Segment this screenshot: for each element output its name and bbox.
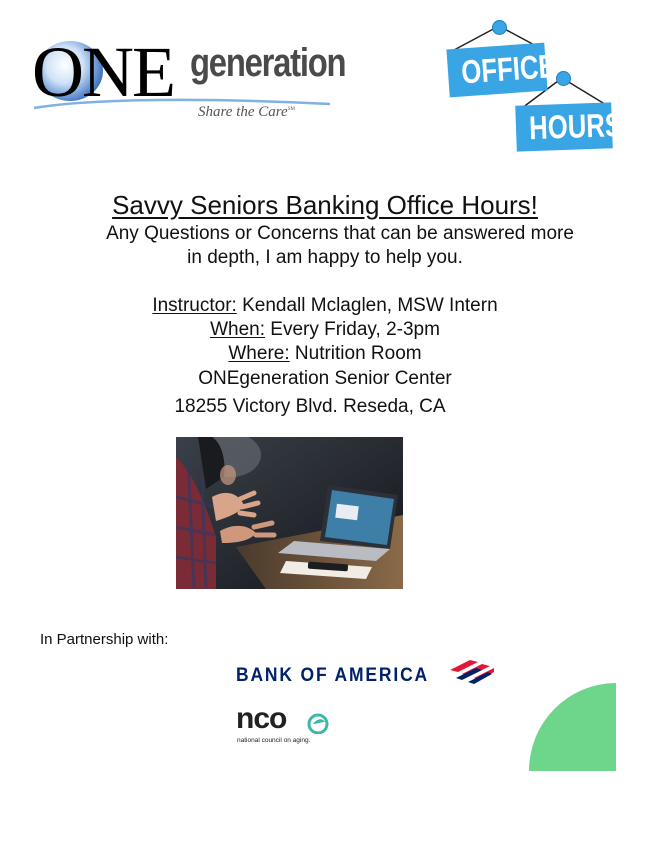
instructor-label: Instructor: [152,295,237,316]
pin-icon [556,71,571,86]
instructor-line [0,294,650,318]
ncoa-logo [236,702,346,748]
where-value: Nutrition Room [294,343,422,364]
office-hours-sign [440,18,623,158]
center-name: ONEgeneration Senior Center [198,368,452,389]
logo-tagline: Share the Care℠ [198,104,295,120]
meeting-photo-illustration [176,437,403,589]
instructor-value: Kendall Mclaglen, MSW Intern [242,295,498,316]
when-line [0,318,650,342]
hours-sign-plate: HOURS [515,102,613,151]
boa-flag-icon [448,658,496,684]
subtitle-line-1: Any Questions or Concerns that can be answered more [106,223,574,244]
logo-one-text: ONE [32,32,174,112]
when-value: Every Friday, 2-3pm [270,319,440,340]
bank-of-america-logo [236,656,496,686]
page-title: Savvy Seniors Banking Office Hours! [112,190,538,220]
partnership-label: In Partnership with: [40,631,169,648]
office-sign-plate: OFFICE [446,43,547,98]
ncoa-wordmark: nco [236,702,287,735]
when-label: When: [210,319,265,340]
pin-icon [492,20,507,35]
onegeneration-logo [32,32,346,136]
ncoa-subtitle: national council on aging. [237,737,311,744]
address: 18255 Victory Blvd. Reseda, CA [174,396,446,417]
where-line [0,342,650,366]
bank-of-america-text: BANK OF AMERICA [236,665,430,686]
logo-generation-text: generation [190,41,346,85]
meeting-photo [176,437,403,589]
ncoa-leaf-icon [307,712,329,734]
subtitle-line-2: in depth, I am happy to help you. [187,247,463,268]
where-label: Where: [228,343,290,364]
green-quarter-circle-decoration [529,683,616,771]
